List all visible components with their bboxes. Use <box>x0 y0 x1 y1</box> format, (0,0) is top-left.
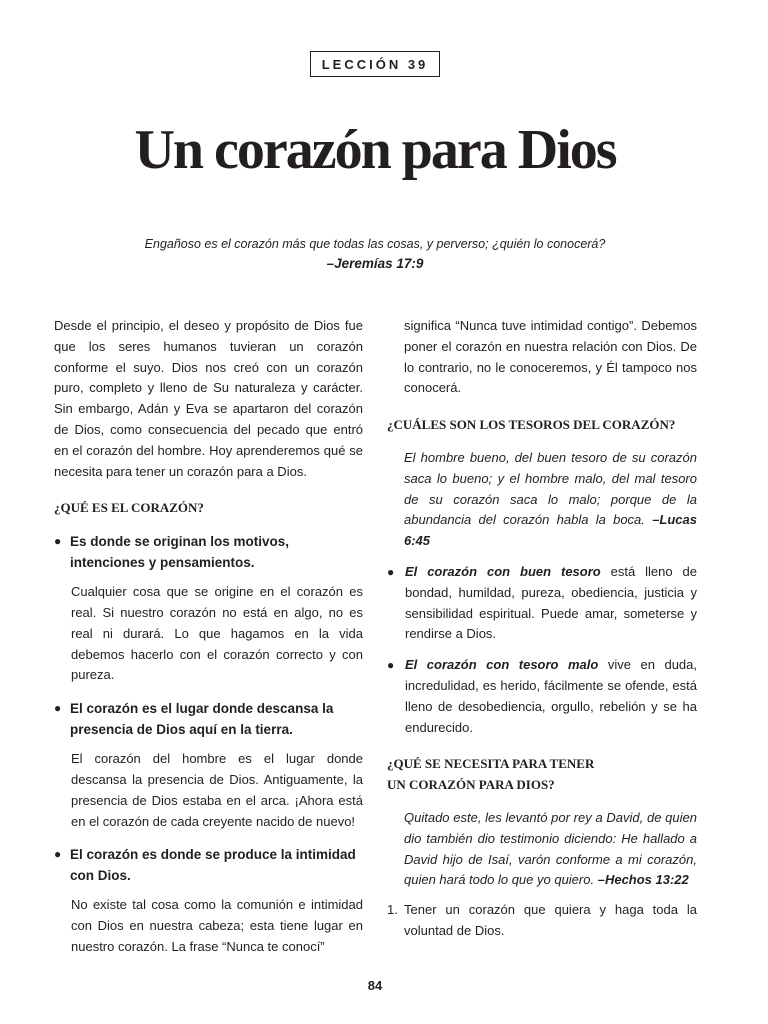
epigraph-reference: –Jeremías 17:9 <box>326 256 424 271</box>
bullet-text <box>405 655 697 738</box>
bullet-point <box>387 562 697 645</box>
bullet-point <box>54 531 363 573</box>
left-column <box>54 316 363 958</box>
item-number: 1. <box>387 902 398 918</box>
bullet-lead: El corazón con tesoro malo <box>405 657 599 673</box>
section-heading-what-is-needed <box>387 754 697 796</box>
bullet-title: El corazón es el lugar donde descansa la presencia de Dios aquí en la tierra. <box>70 701 334 738</box>
numbered-item <box>387 900 697 942</box>
bullet-point <box>54 844 363 886</box>
scripture-quote <box>404 448 697 552</box>
continuation-paragraph: significa “Nunca tuve intimidad contigo”. Debemos poner el corazón en nuestra relación con Dios. De lo contrario, no le conoceremos, y Él tampoco nos conocerá. <box>404 318 697 396</box>
scripture-reference: –Lucas 6:45 <box>404 512 697 549</box>
scripture-quote <box>404 808 697 891</box>
scripture-quote-text: El hombre bueno, del buen tesoro de su corazón saca lo bueno; y el hombre malo, del mal tesoro de su corazón saca lo malo; porque de la abundancia del corazón habla la boca. <box>404 449 697 528</box>
bullet-icon: ● <box>387 564 395 579</box>
scripture-quote-text: Quitado este, les levantó por rey a David, de quien dio también dio testimonio diciendo: He hallado a David hijo de Isaí, varón conforme a mi corazón, quien hará todo lo que yo quiero. <box>404 809 697 888</box>
bullet-lead: El corazón con buen tesoro <box>405 563 601 579</box>
scripture-reference: –Hechos 13:22 <box>597 872 689 888</box>
intro-paragraph: Desde el principio, el deseo y propósito de Dios fue que los seres humanos tuvieran un corazón conforme el suyo. Dios nos creó con un corazón puro, completo y lleno de Su naturaleza y carácter. Sin embargo, Adán y Eva se apartaron del corazón de Dios, como consecuencia del pecado que entró en el corazón del hombre. Hoy aprenderemos qué se necesita para tener un corazón para a Dios. <box>54 318 363 479</box>
section-heading-what-is-heart: ¿QUÉ ES EL CORAZÓN? <box>54 500 204 516</box>
bullet-body: está lleno de bondad, humildad, pureza, obediencia, justicia y sensibilidad espiritual. Puede amar, someterse y rendirse a Dios. <box>405 563 697 642</box>
bullet-icon: ● <box>54 701 62 716</box>
bullet-icon: ● <box>387 658 395 673</box>
bullet-point <box>54 698 363 740</box>
bullet-body: El corazón del hombre es el lugar donde descansa la presencia de Dios. Antiguamente, la presencia de Dios estaba en el arca. ¡Ahora está en el corazón de cada creyente nacido de nuevo! <box>71 751 363 829</box>
heading-line: UN CORAZÓN PARA DIOS? <box>387 777 555 793</box>
bullet-text <box>405 562 697 645</box>
bullet-body: Cualquier cosa que se origine en el corazón es real. Si nuestro corazón no está en algo, no es real ni durará. Lo que hagamos en la vida debemos hacerlo con el corazón correcto y con pureza. <box>71 584 363 683</box>
bullet-icon: ● <box>54 847 62 862</box>
epigraph-quote: Engañoso es el corazón más que todas las cosas, y perverso; ¿quién lo conocerá? <box>144 237 606 251</box>
section-heading-treasures: ¿CUÁLES SON LOS TESOROS DEL CORAZÓN? <box>387 417 676 433</box>
lesson-label: LECCIÓN 39 <box>310 51 440 77</box>
item-text: Tener un corazón que quiera y haga toda la voluntad de Dios. <box>404 902 697 938</box>
bullet-body: vive en duda, incredulidad, es herido, fácilmente se ofende, está lleno de desobediencia, orgullo, rebelión y se ha endurecido. <box>405 657 697 735</box>
right-column <box>387 316 697 942</box>
bullet-point <box>387 655 697 738</box>
bullet-title: El corazón es donde se produce la intimidad con Dios. <box>70 847 356 884</box>
epigraph <box>0 235 750 273</box>
bullet-body: No existe tal cosa como la comunión e intimidad con Dios en nuestra cabeza; esta tiene lugar en nuestro corazón. La frase “Nunca te conocí” <box>71 897 363 954</box>
bullet-title: Es donde se originan los motivos, intenciones y pensamientos. <box>70 534 290 571</box>
page-title: Un corazón para Dios <box>134 119 616 181</box>
page-number: 84 <box>367 978 383 993</box>
bullet-icon: ● <box>54 534 62 549</box>
heading-line: ¿QUÉ SE NECESITA PARA TENER <box>387 756 595 772</box>
